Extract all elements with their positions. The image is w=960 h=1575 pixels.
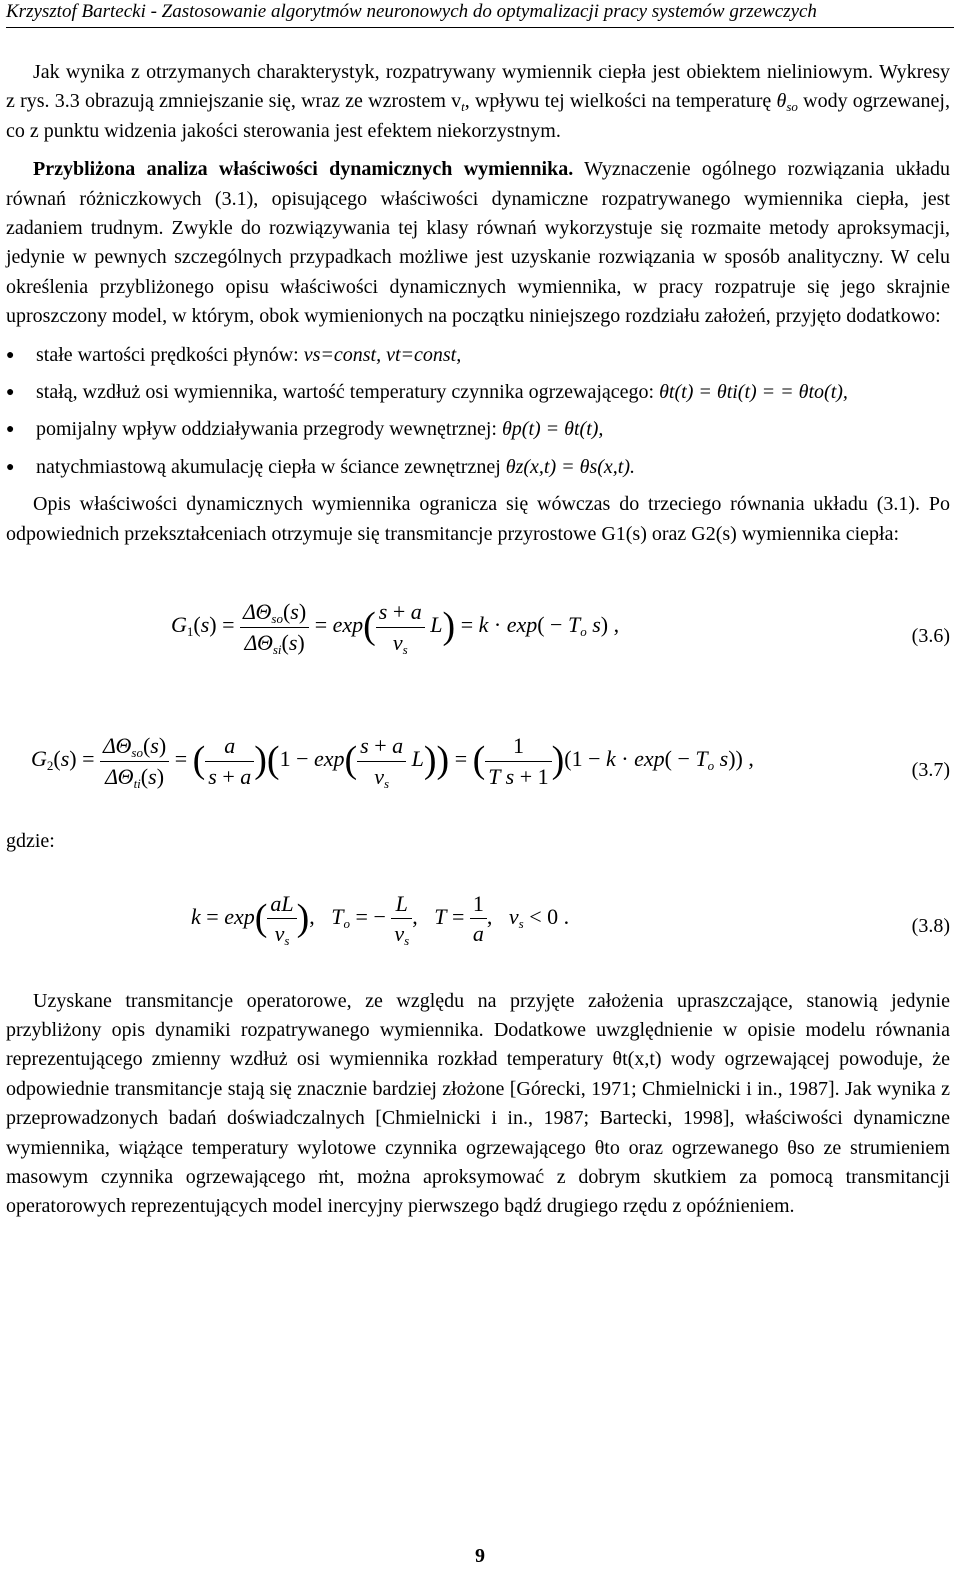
theta-symbol: θ: [776, 90, 787, 113]
paragraph-3: Opis właściwości dynamicznych wymiennika ogranicza się wówczas do trzeciego równania układu (3.1). Po odpowiednich przekształceniach otrzymuje się transmitancje przyrostowe G1(s) oraz G2(s) wymiennika ciepła:: [6, 493, 950, 545]
running-header: [6, 0, 954, 36]
theta-sub: so: [786, 99, 798, 115]
eq37-body: $G_2(s)$ = $\frac{\text{ΔΘso(s)}}{\text{ΔΘti(s)}}$ = ( $\frac{a}{s + a}$ )(1 − exp( $\frac{s + a}{vs}$ L)) = ( $\frac{1}{\text{T s + 1}}$ )(1 − k · exp( − To s)) ,: [31, 733, 754, 791]
page-number: 9: [475, 1545, 485, 1567]
assumption-list: [6, 341, 950, 483]
paragraph-4: Uzyskane transmitancje operatorowe, ze względu na przyjęte założenia upraszczające, stanowią jedynie przybliżony opis dynamiki rozpatrywanego wymiennika. Dodatkowe uwzględnienie w opisie modelu równania reprezentującego zmienny wzdłuż osi wymiennika rozkład temperatury θt(x,t) wody ogrzewającej powoduje, że odpowiednie transmitancje stają się znacznie bardziej złożone [Górecki, 1971; Chmielnicki i in., 1987]. Jak wynika z przeprowadzonych badań doświadczalnych [Chmielnicki i in., 1987; Bartecki, 1998], właściwości dynamiczne wymiennika, wiążące temperatury wylotowe czynnika ogrzewającego θto oraz ogrzewanego θso ze strumieniem masowym czynnika ogrzewającego ṁt, można aproksymować z dobrym skutkiem za pomocą transmitancji operatorowych reprezentujących model inercyjny pierwszego bądź drugiego rzędu z opóźnieniem.: [6, 989, 950, 1218]
eq36-number: (3.6): [911, 625, 950, 648]
para1-c: wody ogrzewanej, co z punktu widzenia jakości sterowania jest efektem niekorzystnym.: [6, 90, 950, 142]
para2-text: Wyznaczenie ogólnego rozwiązania układu równań różniczkowych (3.1), opisującego właściwości dynamiczne rozpatrywanego wymiennika ciepła, jest zadaniem trudnym. Zwykle do rozwiązywania tej klasy równań wykorzystuje się rozmaite metody aproksymacji, jedynie w pewnych szczególnych przypadkach możliwe jest uzyskanie rozwiązania w sposób analityczny. W celu określenia przybliżonego opisu właściwości dynamicznych wymiennika, w pracy rozpatruje się jego skrajnie uproszczony model, w którym, obok wymienionych na początku niniejszego rozdziału założeń, przyjęto dodatkowo:: [6, 158, 950, 328]
list-item: [6, 415, 950, 444]
list-item: [6, 378, 950, 407]
paragraph-1: [6, 58, 950, 146]
eq38-number: (3.8): [911, 914, 950, 937]
list-item: [6, 453, 950, 482]
b4-text: natychmiastową akumulację ciepła w ściance zewnętrznej: [36, 455, 506, 478]
eq37-number: (3.7): [911, 759, 950, 782]
equation-3-8: [6, 879, 950, 987]
running-header-text: Krzysztof Bartecki - Zastosowanie algorytmów neuronowych do optymalizacji pracy systemów grzewczych: [6, 1, 817, 22]
b3-text: pomijalny wpływ oddziaływania przegrody wewnętrznej:: [36, 418, 502, 441]
b1-math: vs=const, vt=const,: [303, 343, 462, 366]
para1-a: Jak wynika z otrzymanych charakterystyk, rozpatrywany wymiennik ciepła jest obiektem nieliniowym. Wykresy z rys. 3.3 obrazują zmniejszanie się, wraz ze wzrostem v: [6, 61, 950, 113]
equation-3-6: [6, 587, 950, 699]
equation-3-7: [6, 721, 950, 833]
b4-math: θz(x,t) = θs(x,t).: [505, 455, 635, 478]
b2-math: θt(t) = θti(t) = = θto(t),: [659, 381, 848, 404]
b2-text: stałą, wzdłuż osi wymiennika, wartość temperatury czynnika ogrzewającego:: [36, 381, 660, 404]
header-rule: [6, 27, 954, 28]
eq36-body: $G_1(s)$ = $\frac{\text{ΔΘso(s)}}{\text{ΔΘsi(s)}}$ = exp( $\frac{s + a}{vs}$ L) = k · exp( − To s) ,: [171, 599, 620, 657]
list-item: [6, 341, 950, 370]
b1-text: stałe wartości prędkości płynów:: [36, 343, 304, 366]
para1-b: , wpływu tej wielkości na temperaturę: [464, 90, 777, 113]
section-heading: Przybliżona analiza właściwości dynamicznych wymiennika.: [33, 158, 574, 181]
para1-a-sub: t: [461, 99, 465, 115]
page-body: [6, 58, 950, 1222]
eq38-body: k = exp( $\frac{aL}{vs}$ ), To = − $\frac{L}{vs}$ , T = $\frac{1}{a}$ , vs < 0 .: [191, 890, 570, 948]
b3-math: θp(t) = θt(t),: [501, 418, 604, 441]
paragraph-2: [6, 155, 950, 331]
gdzie-label: gdzie:: [6, 830, 55, 853]
